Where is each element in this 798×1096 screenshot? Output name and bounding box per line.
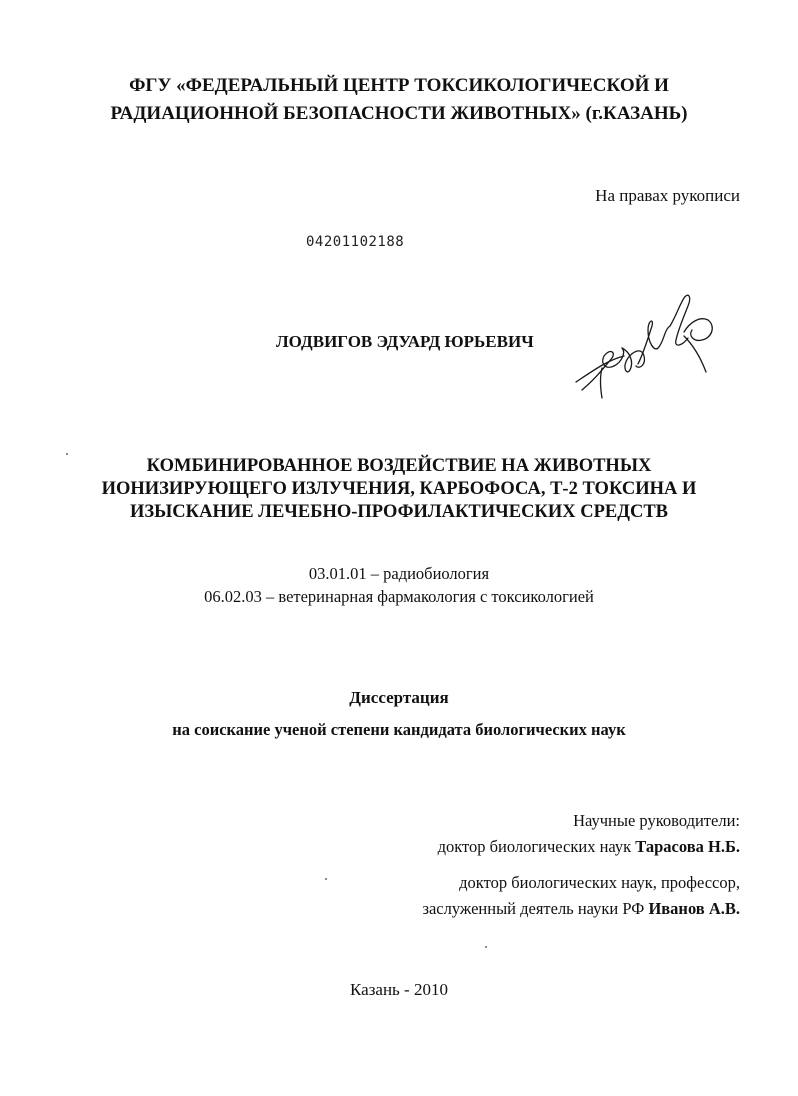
supervisor-block-2 (422, 870, 740, 922)
supervisor-2-title: доктор биологических наук, профессор, (459, 873, 740, 892)
specialty-1: 03.01.01 – радиобиология (308, 564, 490, 583)
supervisor-1-name: Тарасова Н.Б. (635, 837, 740, 856)
supervisor-1-title: доктор биологических наук (437, 837, 632, 856)
registration-number: 04201102188 (306, 234, 405, 250)
supervisor-2 (422, 896, 740, 922)
supervisor-1 (438, 834, 740, 860)
title-line-1: КОМБИНИРОВАННОЕ ВОЗДЕЙСТВИЕ НА ЖИВОТНЫХ (146, 456, 652, 476)
author-name: ЛОДВИГОВ ЭДУАРД ЮРЬЕВИЧ (276, 332, 534, 351)
scan-speck (485, 946, 487, 948)
supervisor-block-1 (438, 808, 740, 860)
document-type: Диссертация (349, 688, 449, 707)
specialties (0, 562, 798, 608)
organization-line-1: ФГУ «ФЕДЕРАЛЬНЫЙ ЦЕНТР ТОКСИКОЛОГИЧЕСКОЙ И (129, 75, 669, 96)
dissertation-title (0, 455, 798, 524)
specialty-2: 06.02.03 – ветеринарная фармакология с токсикологией (204, 587, 594, 606)
organization-header (0, 72, 798, 128)
title-line-2: ИОНИЗИРУЮЩЕГО ИЗЛУЧЕНИЯ, КАРБОФОСА, Т-2 ТОКСИНА И (101, 479, 697, 499)
city-year: Казань - 2010 (350, 980, 448, 999)
degree-line: на соискание ученой степени кандидата биологических наук (172, 720, 626, 739)
supervisors-heading: Научные руководители: (573, 811, 740, 830)
scan-speck (66, 453, 68, 455)
manuscript-note: На правах рукописи (595, 186, 740, 205)
organization-line-2: РАДИАЦИОННОЙ БЕЗОПАСНОСТИ ЖИВОТНЫХ» (г.КАЗАНЬ) (110, 103, 688, 124)
title-line-3: ИЗЫСКАНИЕ ЛЕЧЕБНО-ПРОФИЛАКТИЧЕСКИХ СРЕДСТВ (129, 502, 668, 522)
scan-speck (325, 878, 327, 880)
supervisor-2-honor: заслуженный деятель науки РФ (422, 899, 645, 918)
supervisor-2-name: Иванов А.В. (648, 899, 740, 918)
signature-icon (572, 286, 722, 408)
